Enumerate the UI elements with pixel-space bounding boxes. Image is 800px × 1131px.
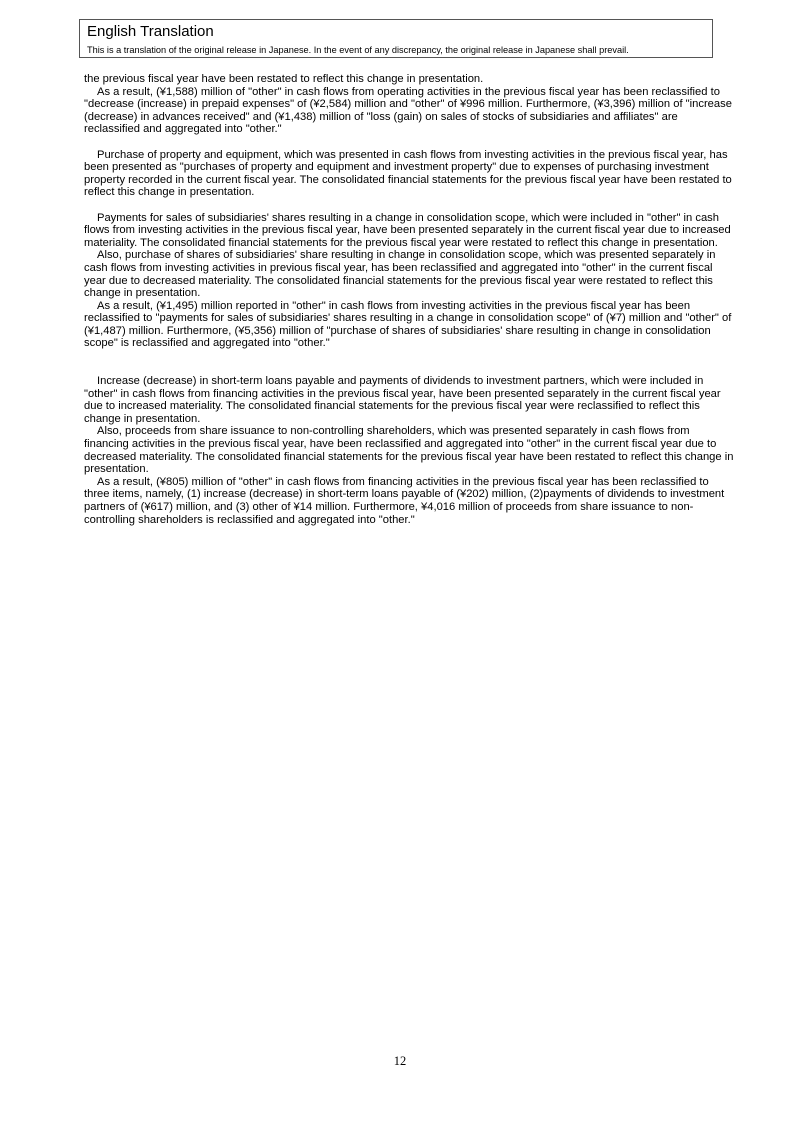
- paragraph-financing-result: As a result, (¥805) million of "other" in cash flows from financing activities in the previous fiscal year has been reclassified to three items, namely, (1) increase (decrease) in short-term loans payable of (¥202) million, (2)payments of dividends to investment partners of (¥617) million, and (3) other of ¥14 million. Furthermore, ¥4,016 million of proceeds from share issuance to non-controlling shareholders is reclassified and aggregated into "other.": [84, 475, 725, 526]
- page-number: 12: [393, 1054, 407, 1068]
- translation-notice-box: [79, 19, 713, 58]
- paragraph-investing-property: Purchase of property and equipment, which was presented in cash flows from investing activities in the previous fiscal year, has been presented as "purchases of property and equipment and investment property" due to expenses of purchasing investment property recorded in the current fiscal year. The consolidated financial statements for the previous fiscal year have been restated to reflect this change in presentation.: [84, 148, 732, 199]
- document-body: [84, 73, 734, 526]
- paragraph-financing-loans: Increase (decrease) in short-term loans payable and payments of dividends to investment partners, which were included in "other" in cash flows from financing activities in the previous fiscal year, have been presented separately in the current fiscal year due to increased materiality. The consolidated financial statements for the previous fiscal year were reclassified to reflect this change in presentation.: [84, 375, 721, 425]
- spacer: [84, 350, 734, 375]
- paragraph-investing-result: As a result, (¥1,495) million reported in "other" in cash flows from investing activities in the previous fiscal year has been reclassified to "payments for sales of subsidiaries' shares resulting in a change in consolidation scope" of (¥7) million and "other" of (¥1,487) million. Furthermore, (¥5,356) million of "purchase of shares of subsidiaries' share resulting in change in consolidation scope" is reclassified and aggregated into "other.": [84, 299, 732, 350]
- paragraph-operating-result: As a result, (¥1,588) million of "other" in cash flows from operating activities in the previous fiscal year has been reclassified to "decrease (increase) in prepaid expenses" of (¥2,584) million and "other" of ¥996 million. Furthermore, (¥3,396) million of "increase (decrease) in advances received" and (¥1,438) million of "loss (gain) on sales of stocks of subsidiaries and affiliates" are reclassified and aggregated into "other.": [84, 85, 732, 136]
- paragraph-investing-purchase: Also, purchase of shares of subsidiaries' share resulting in change in consolidation scope, which was presented separately in cash flows from investing activities in previous fiscal year, has been reclassified and aggregated into "other" in the current fiscal year due to decreased materiality. The consolidated financial statements for the previous fiscal year were restated to reflect this change in presentation.: [84, 249, 716, 300]
- paragraph-financing-proceeds: Also, proceeds from share issuance to non-controlling shareholders, which was presented separately in cash flows from financing activities in the previous fiscal year, have been reclassified and aggregated into "other" in the current fiscal year due to decreased materiality. The consolidated financial statements for the previous fiscal year have been restated to reflect this change in presentation.: [84, 425, 734, 476]
- header-title: English Translation: [87, 23, 214, 40]
- spacer: [84, 136, 734, 149]
- paragraph-investing-payments: Payments for sales of subsidiaries' shares resulting in a change in consolidation scope, which were included in "other" in cash flows from investing activities in the previous fiscal year, have been presented separately in the current fiscal year due to increased materiality. The consolidated financial statements for the previous fiscal year were restated to reflect this change in presentation.: [84, 211, 731, 249]
- paragraph-continuation: the previous fiscal year have been restated to reflect this change in presentation.: [84, 73, 484, 85]
- spacer: [84, 199, 734, 212]
- translation-disclaimer: This is a translation of the original release in Japanese. In the event of any discrepancy, the original release in Japanese shall prevail.: [87, 45, 629, 55]
